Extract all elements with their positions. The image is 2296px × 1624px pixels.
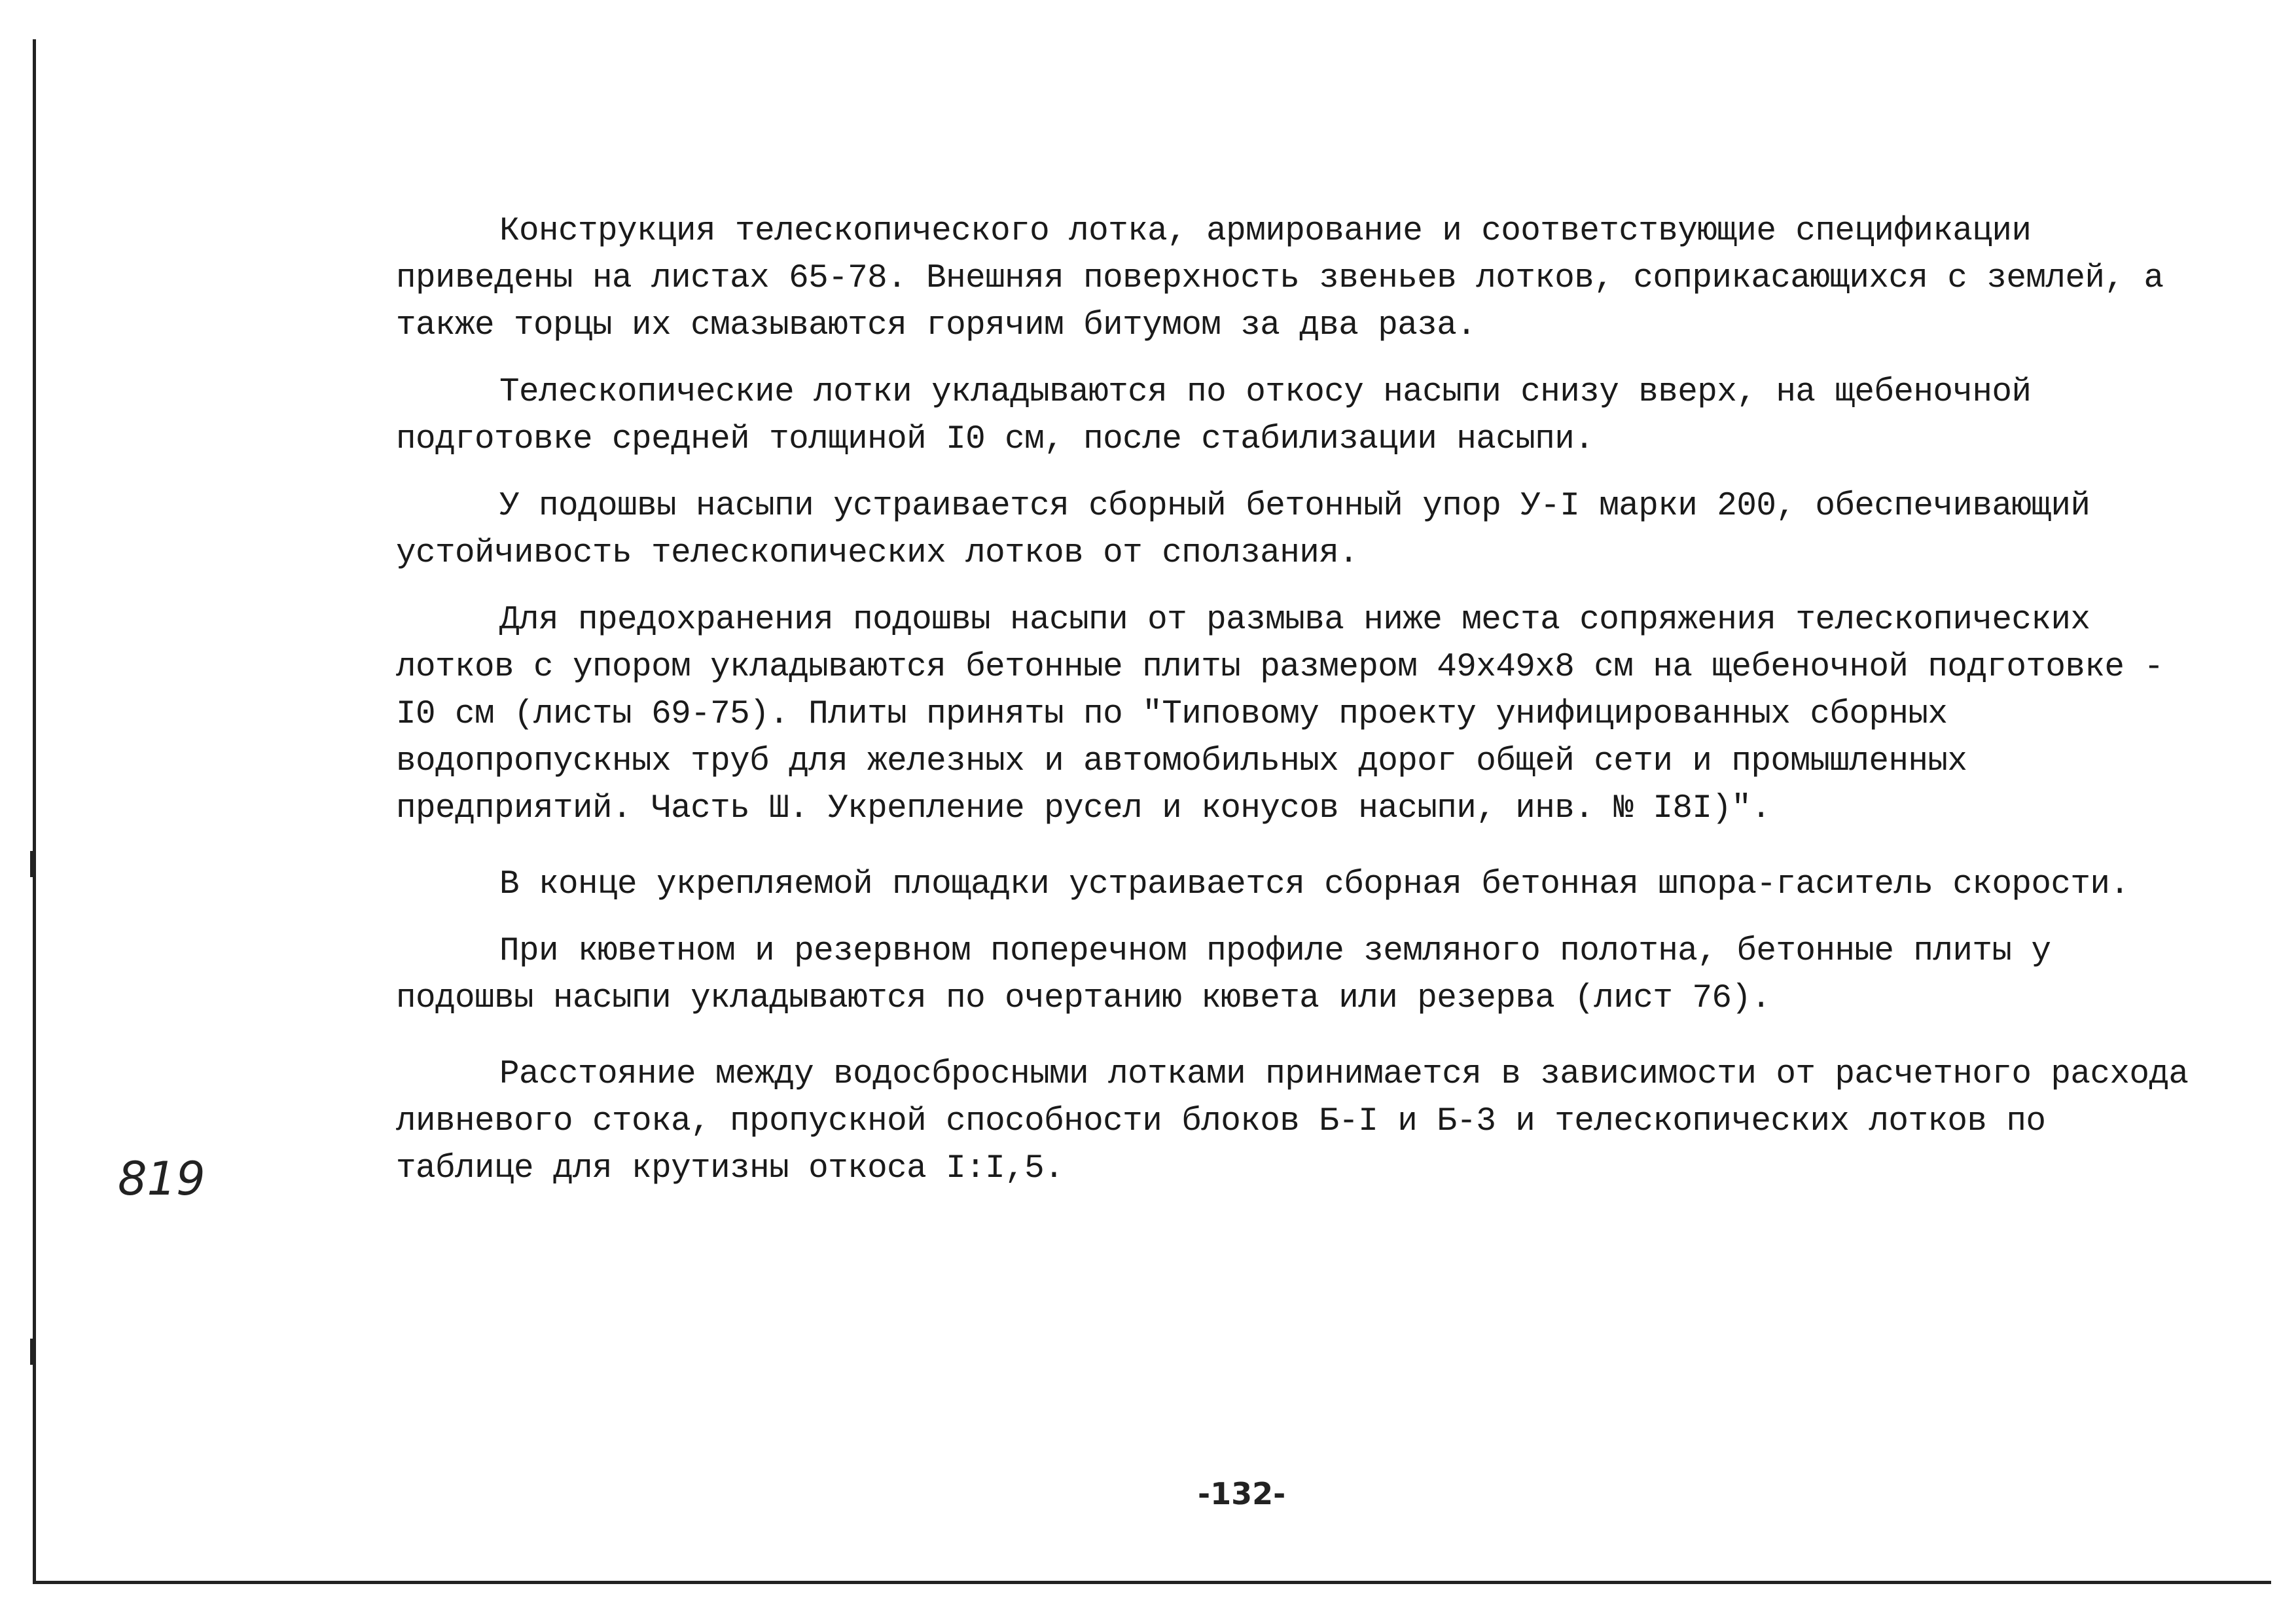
handwritten-side-number: 819 bbox=[118, 1152, 206, 1206]
paragraph-construction: Конструкция телескопического лотка, армирование и соответствующие спецификации приведены на листах 65-78. Внешняя поверхность звеньев лотков, соприкасающихся с землей, а также торцы их смазываются горячим битумом за два раза. bbox=[396, 213, 2164, 344]
paragraph-spacing: Расстояние между водосбросными лотками принимается в зависимости от расчетного расхода ливневого стока, пропускной способности блоков Б-I и Б-3 и телескопических лотков по таблице для крутизны откоса I:I,5. bbox=[396, 1056, 2189, 1187]
paragraph-stop-block: У подошвы насыпи устраивается сборный бетонный упор У-I марки 200, обеспечивающий устойчивость телескопических лотков от сползания. bbox=[396, 488, 2090, 572]
document-body bbox=[396, 208, 2202, 1212]
paragraph-laying: Телескопические лотки укладываются по откосу насыпи снизу вверх, на щебеночной подготовке средней толщиной I0 см, после стабилизации насыпи. bbox=[396, 374, 2032, 458]
page-number: -132- bbox=[1198, 1476, 1286, 1511]
frame-binding-mark bbox=[30, 851, 35, 877]
page-frame-bottom-border bbox=[33, 1581, 2271, 1584]
paragraph-ditch-profile: При кюветном и резервном поперечном профиле земляного полотна, бетонные плиты у подошвы насыпи укладываются по очертанию кювета или резерва (лист 76). bbox=[396, 933, 2051, 1017]
frame-binding-mark bbox=[30, 1339, 35, 1365]
paragraph-spur: В конце укрепляемой площадки устраивается сборная бетонная шпора-гаситель скорости. bbox=[499, 866, 2130, 903]
paragraph-erosion-protection: Для предохранения подошвы насыпи от размыва ниже места сопряжения телескопических лотков с упором укладываются бетонные плиты размером 49х49х8 см на щебеночной подготовке - I0 см (листы 69-75). Плиты приняты по "Типовому проекту унифицированных сборных водопропускных труб для железных и автомобильных дорог общей сети и промышленных предприятий. Часть Ш. Укрепление русел и конусов насыпи, инв. № I8I)". bbox=[396, 602, 2164, 827]
